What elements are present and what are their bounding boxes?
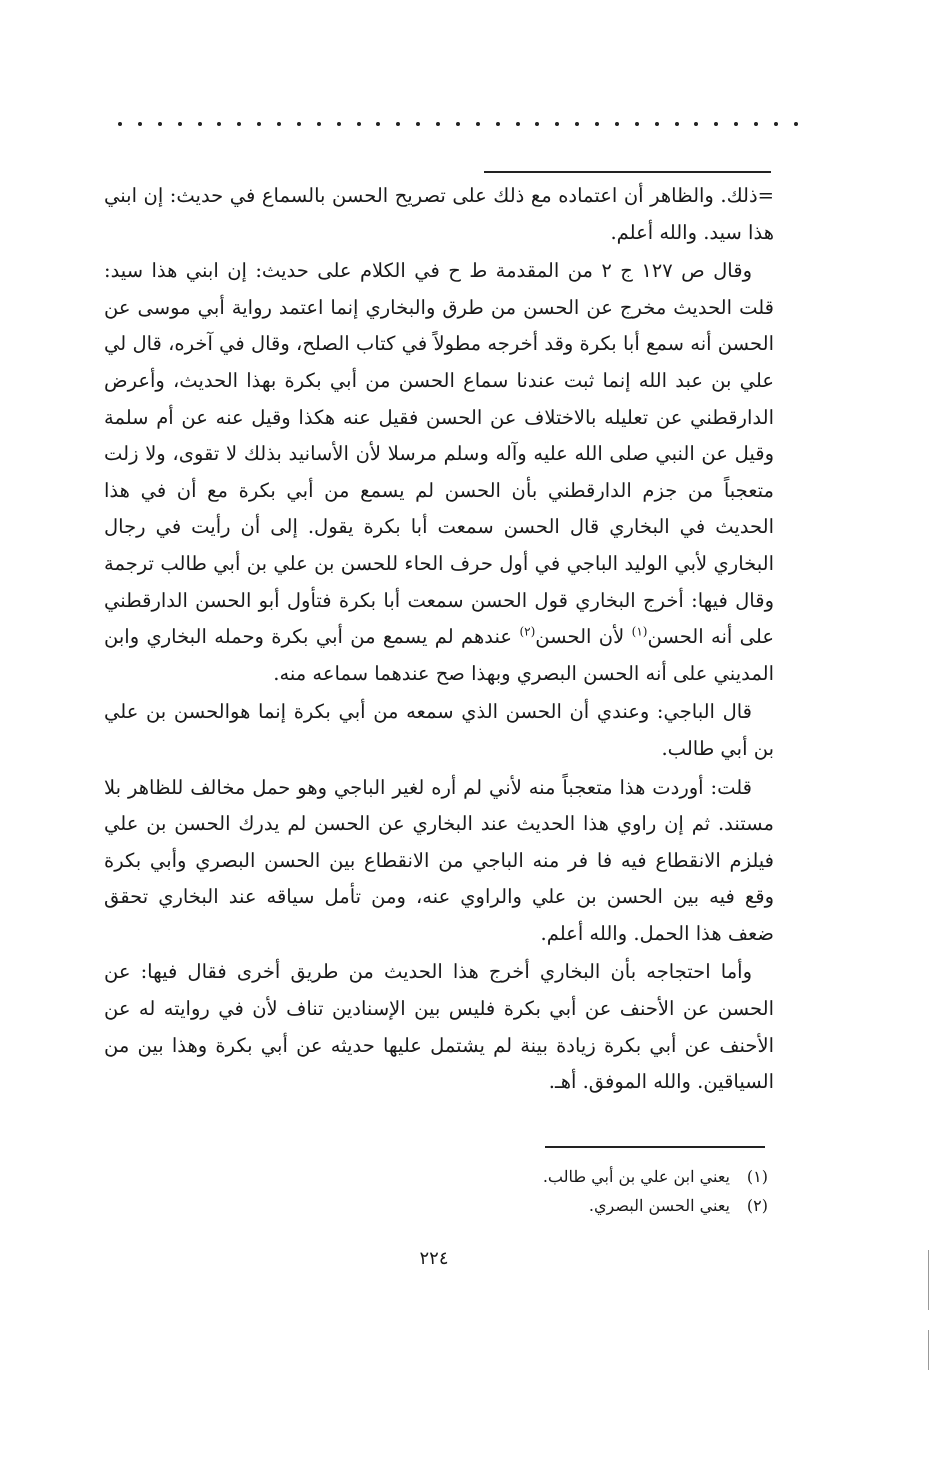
- paragraph-1: =ذلك. والظاهر أن اعتماده مع ذلك على تصريح الحسن بالسماع في حديث: إن ابني هذا سيد. والله أعلم.: [104, 184, 774, 244]
- scan-edge-mark: [928, 1250, 929, 1310]
- paragraph-2-cont: لأن الحسن: [535, 625, 625, 649]
- paragraph-2: [104, 253, 774, 692]
- footnote-1-number: (١): [746, 1167, 768, 1186]
- paragraph-5: وأما احتجاجه بأن البخاري أخرج هذا الحديث من طريق أخرى فقال فيها: عن الحسن عن الأحنف عن أبي بكرة فليس بين الإسنادين تناف لأن في روايته له عن الأحنف عن أبي بكرة زيادة بينة لم يشتمل عليها حديثه عن أبي بكرة وهذا بين من السياقين. والله الموفق. أهـ.: [104, 960, 774, 1094]
- continuation-rule: [484, 171, 771, 173]
- paragraph-2-end: عندهم لم يسمع من أبي بكرة وحمله البخاري وابن المديني على أنه الحسن البصري وبهذا صح عندهما سماعه منه.: [104, 625, 774, 685]
- footnote-ref-2: (٢): [519, 624, 536, 639]
- footnote-2-number: (٢): [746, 1196, 768, 1215]
- paragraph-3: قال الباجي: وعندي أن الحسن الذي سمعه من أبي بكرة إنما هوالحسن بن علي بن أبي طالب.: [104, 700, 774, 760]
- footnotes: [360, 1162, 768, 1220]
- paragraph-4: قلت: أوردت هذا متعجباً منه لأني لم أره لغير الباجي وهو حمل مخالف للظاهر بلا مستند. ثم إن راوي هذا الحديث عند البخاري عن الحسن لم يدرك الحسن بن علي فيلزم الانقطاع فيه فا فر منه الباجي من الانقطاع بين الحسن البصري وأبي بكرة وقع فيه بين الحسن بن علي والراوي عنه، ومن تأمل سياقه عند البخاري تحقق ضعف هذا الحمل. والله أعلم.: [104, 775, 774, 945]
- footnote-ref-1: (١): [631, 624, 648, 639]
- footnote-1-text: يعني ابن علي بن أبي طالب.: [542, 1167, 730, 1186]
- header-dotted-line: [118, 112, 798, 136]
- footnote-2-text: يعني الحسن البصري.: [588, 1196, 730, 1215]
- footnote-rule: [545, 1146, 765, 1148]
- page-number: ٢٢٤: [419, 1248, 449, 1269]
- paragraph-2-body: وقال ص ١٢٧ ج ٢ من المقدمة ط ح في الكلام على حديث: إن ابني هذا سيد: قلت الحديث مخرج عن الحسن من طرق والبخاري إنما اعتمد رواية أبي موسى عن الحسن أنه سمع أبا بكرة وقد أخرجه مطولاً في كتاب الصلح، وقال في آخره، قال لي علي بن عبد الله إنما ثبت عندنا سماع الحسن من أبي بكرة بهذا الحديث، وأعرض الدارقطني عن تعليله بالاختلاف عن الحسن فقيل عنه هكذا وقيل عنه عن أم سلمة وقيل عن النبي صلى الله عليه وآله وسلم مرسلا لأن الأسانيد بذلك لا تقوى، ولا زلت متعجباً من جزم الدارقطني بأن الحسن لم يسمع من أبي بكرة مع أن في هذا الحديث في البخاري قال الحسن سمعت أبا بكرة يقول. إلى أن رأيت في رجال البخاري لأبي الوليد الباجي في أول حرف الحاء للحسن بن علي بن أبي طالب ترجمة وقال فيها: أخرج البخاري قول الحسن سمعت أبا بكرة فتأول أبو الحسن الدارقطني على أنه الحسن: [104, 259, 775, 649]
- footnote-1: [360, 1162, 768, 1191]
- footnote-2: [360, 1191, 768, 1220]
- main-text: [104, 178, 774, 1101]
- scan-edge-mark-2: [928, 1330, 929, 1370]
